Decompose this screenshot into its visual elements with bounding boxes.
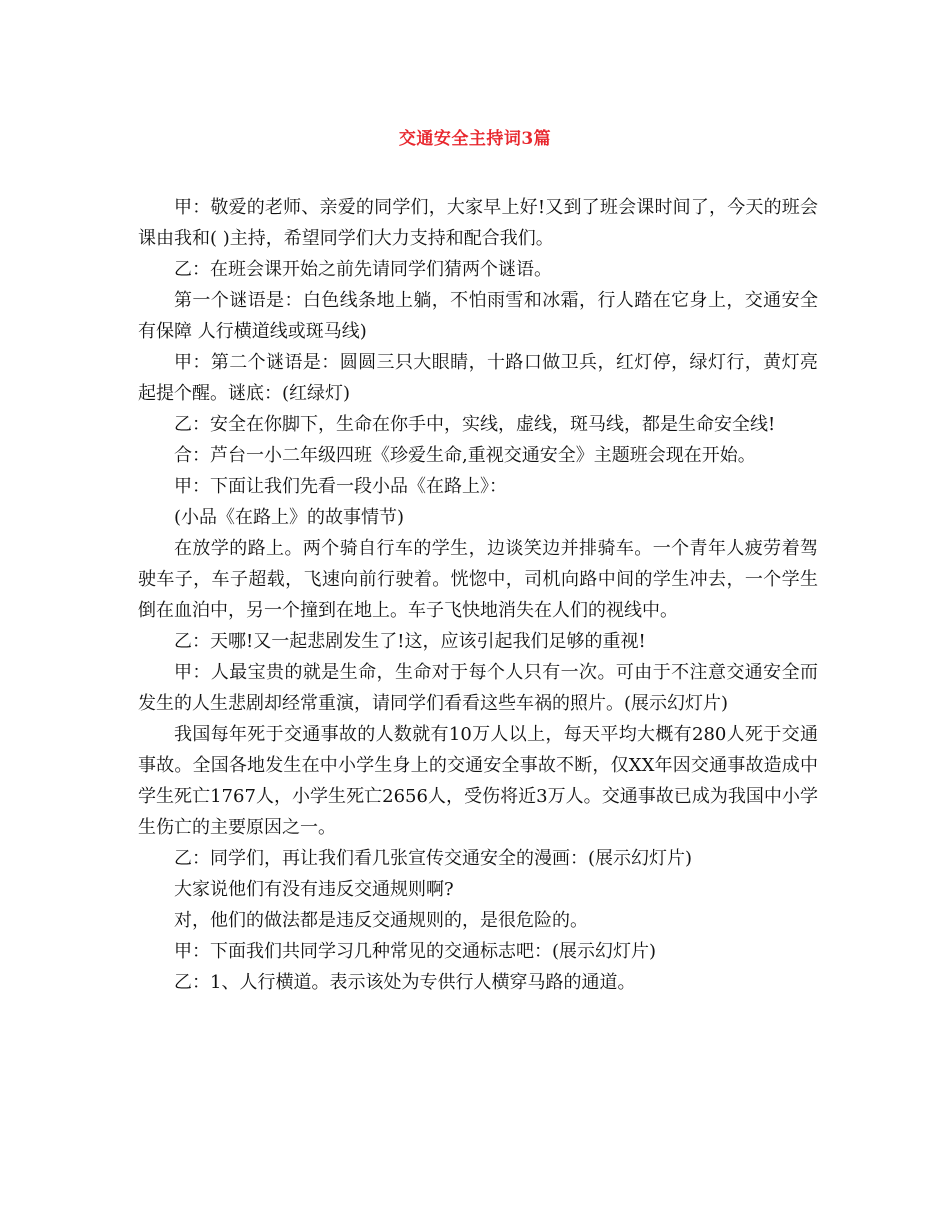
paragraph-12: 我国每年死于交通事故的人数就有10万人以上，每天平均大概有280人死于交通事故。全国各地发生在中小学生身上的交通安全事故不断，仅XX年因交通事故造成中学生死亡1767人，小学生死亡2656人，受伤将近3万人。交通事故已成为我国中小学生伤亡的主要原因之一。 [138,724,818,838]
document-body [138,192,818,998]
paragraph-4: 甲：第二个谜语是：圆圆三只大眼睛，十路口做卫兵，红灯停，绿灯行，黄灯亮起提个醒。谜底：(红绿灯) [138,352,818,404]
paragraph-5: 乙：安全在你脚下，生命在你手中，实线，虚线，斑马线，都是生命安全线! [174,414,776,435]
paragraph-9: 在放学的路上。两个骑自行车的学生，边谈笑边并排骑车。一个青年人疲劳着驾驶车子，车子超载，飞速向前行驶着。恍惚中，司机向路中间的学生冲去，一个学生倒在血泊中，另一个撞到在地上。车子飞快地消失在人们的视线中。 [138,538,818,621]
paragraph-8: (小品《在路上》的故事情节) [174,507,405,528]
document-title: 交通安全主持词3篇 [398,129,552,149]
paragraph-2: 乙：在班会课开始之前先请同学们猜两个谜语。 [174,259,552,280]
paragraph-15: 对，他们的做法都是违反交通规则的，是很危险的。 [174,910,588,931]
paragraph-3: 第一个谜语是：白色线条地上躺，不怕雨雪和冰霜，行人踏在它身上，交通安全有保障 人行横道线或斑马线) [138,290,818,342]
paragraph-6: 合：芦台一小二年级四班《珍爱生命,重视交通安全》主题班会现在开始。 [174,445,756,466]
paragraph-11: 甲：人最宝贵的就是生命，生命对于每个人只有一次。可由于不注意交通安全而发生的人生悲剧却经常重演，请同学们看看这些车祸的照片。(展示幻灯片) [138,662,818,714]
paragraph-13: 乙：同学们，再让我们看几张宣传交通安全的漫画：(展示幻灯片) [174,848,693,869]
paragraph-7: 甲：下面让我们先看一段小品《在路上》： [174,476,507,497]
paragraph-14: 大家说他们有没有违反交通规则啊? [174,879,454,900]
paragraph-16: 甲：下面我们共同学习几种常见的交通标志吧：(展示幻灯片) [174,941,657,962]
paragraph-1: 甲：敬爱的老师、亲爱的同学们，大家早上好!又到了班会课时间了，今天的班会课由我和( )主持，希望同学们大力支持和配合我们。 [138,197,818,249]
paragraph-17: 乙：1、人行横道。表示该处为专供行人横穿马路的通道。 [174,972,636,993]
paragraph-10: 乙：天哪!又一起悲剧发生了!这，应该引起我们足够的重视! [174,631,646,652]
